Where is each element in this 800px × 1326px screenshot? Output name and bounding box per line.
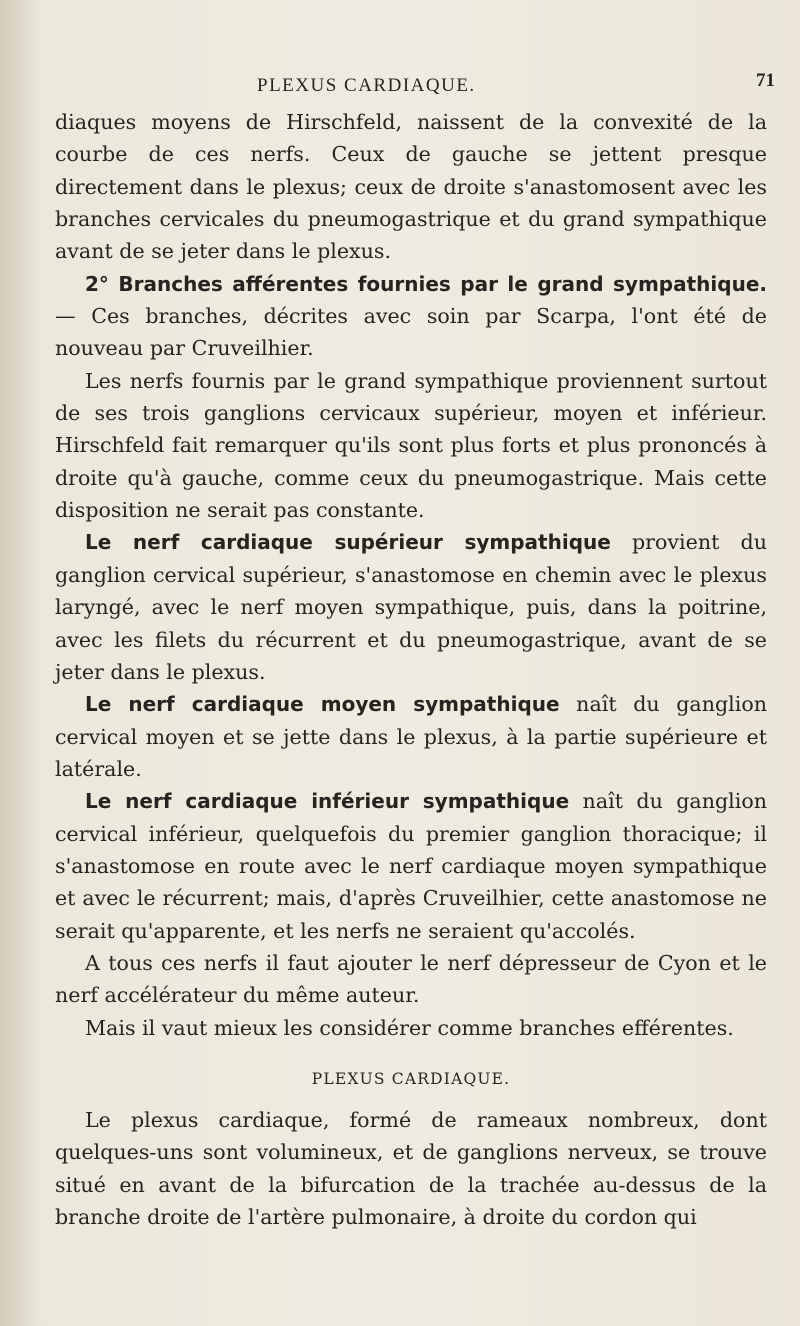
- paragraph-inferior-nerve: [55, 785, 767, 947]
- term-superior-nerve: Le nerf cardiaque supérieur sympathique: [85, 530, 611, 555]
- paragraph-sympathetic-nerves: Les nerfs fournis par le grand sympathique proviennent surtout de ses trois ganglions cervicaux supérieur, moyen et inférieur. Hirschfeld fait remarquer qu'ils sont plus forts et plus prononcés à droite qu'à gauche, comme ceux du pneumogastrique. Mais cette disposition ne serait pas constante.: [55, 368, 767, 523]
- paragraph-efferent-note: Mais il vaut mieux les considérer comme branches efférentes.: [85, 1015, 734, 1040]
- subsection-heading: 2° Branches afférentes fournies par le grand sympathique.: [85, 271, 767, 296]
- binding-shadow: [0, 0, 38, 1326]
- body-text: [55, 106, 767, 1233]
- paragraph-text: — Ces branches, décrites avec soin par Scarpa, l'ont été de nouveau par Cruveilhier.: [55, 304, 767, 361]
- paragraph-middle-nerve: [55, 688, 767, 785]
- paragraph-continued: diaques moyens de Hirschfeld, naissent de la convexité de la courbe de ces nerfs. Ceux de gauche se jettent presque directement dans le plexus; ceux de droite s'anastomosent avec les branches cervicales du pneumogastrique et du grand sympathique avant de se jeter dans le plexus.: [55, 110, 767, 264]
- paragraph-cyon-nerves: A tous ces nerfs il faut ajouter le nerf dépresseur de Cyon et le nerf accélérateur du même auteur.: [55, 950, 767, 1008]
- paragraph-cardiac-plexus: Le plexus cardiaque, formé de rameaux nombreux, dont quelques-uns sont volumineux, et de ganglions nerveux, se trouve situé en avant de la bifurcation de la trachée au-dessus de la branche droite de l'artère pulmonaire, à droite du cordon qui: [55, 1107, 767, 1229]
- paragraph-text: naît du ganglion cervical inférieur, quelquefois du premier ganglion thoracique; il s'anastomose en route avec le nerf cardiaque moyen sympathique et avec le récurrent; mais, d'après Cruveilhier, cette anastomose ne serait qu'apparente, et les nerfs ne seraient qu'accolés.: [55, 789, 767, 943]
- paragraph-afferent-branches: [55, 268, 767, 365]
- section-heading: PLEXUS CARDIAQUE.: [311, 1069, 511, 1088]
- running-head: PLEXUS CARDIAQUE.: [257, 75, 476, 96]
- paragraph-text: provient du ganglion cervical supérieur, s'anastomose en chemin avec le plexus laryngé, avec le nerf moyen sympathique, puis, dans la poitrine, avec les filets du récurrent et du pneumogastrique, avant de se jeter dans le plexus.: [55, 530, 767, 684]
- term-middle-nerve: Le nerf cardiaque moyen sympathique: [85, 692, 560, 717]
- page-number: 71: [756, 70, 775, 91]
- term-inferior-nerve: Le nerf cardiaque inférieur sympathique: [85, 789, 570, 814]
- paragraph-text: naît du ganglion cervical moyen et se jette dans le plexus, à la partie supérieure et latérale.: [55, 692, 767, 781]
- paragraph-superior-nerve: [55, 526, 767, 688]
